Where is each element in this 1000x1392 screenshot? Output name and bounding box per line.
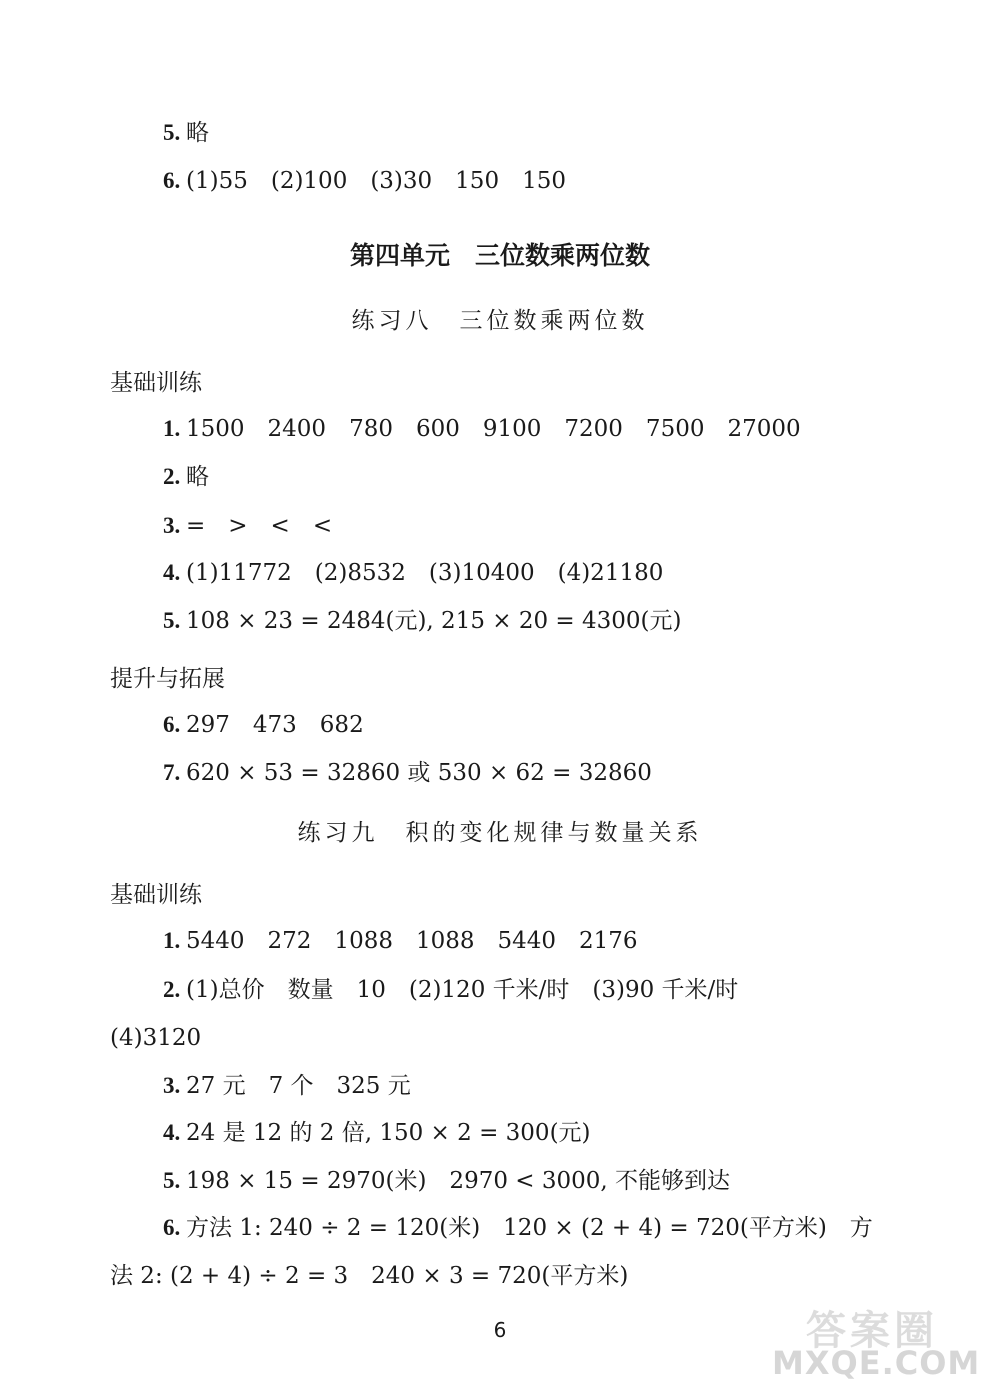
watermark [772, 1304, 981, 1382]
answer-item: 7. 620 × 53 = 32860 或 530 × 62 = 32860 [163, 760, 652, 786]
answer-item: 2. (1)总价 数量 10 (2)120 千米/时 (3)90 千米/时 [163, 977, 739, 1003]
page-number: 6 [493, 1318, 507, 1342]
answer-item: 4. 24 是 12 的 2 倍, 150 × 2 = 300(元) [163, 1120, 591, 1146]
watermark-logo: 答案圈 [806, 1307, 938, 1354]
answer-continuation: 法 2: (2 + 4) ÷ 2 = 3 240 × 3 = 720(平方米) [110, 1263, 629, 1289]
answer-item-6: 6. (1)55 (2)100 (3)30 150 150 [163, 168, 566, 194]
section-heading-basic: 基础训练 [110, 882, 202, 908]
section-heading-extension: 提升与拓展 [110, 666, 225, 692]
answer-item: 5. 108 × 23 = 2484(元), 215 × 20 = 4300(元) [163, 608, 682, 634]
answer-item: 2. 略 [163, 464, 209, 490]
answer-item: 6. 方法 1: 240 ÷ 2 = 120(米) 120 × (2 + 4) = 720(平方米) 方 [163, 1215, 873, 1241]
section-heading-basic: 基础训练 [110, 370, 202, 396]
answer-item: 3. 27 元 7 个 325 元 [163, 1073, 411, 1099]
answer-item-5: 5. 略 [163, 120, 209, 146]
unit-title: 第四单元 三位数乘两位数 [349, 241, 650, 270]
answer-item: 6. 297 473 682 [163, 712, 364, 738]
answer-item: 1. 1500 2400 780 600 9100 7200 7500 27000 [163, 416, 801, 442]
answer-item: 3. = > < < [163, 513, 333, 539]
answer-item: 5. 198 × 15 = 2970(米) 2970 < 3000, 不能够到达 [163, 1168, 731, 1194]
watermark-url: MXQE.COM [772, 1344, 981, 1382]
exercise-8-title: 练习八 三位数乘两位数 [351, 308, 649, 334]
exercise-9-title: 练习九 积的变化规律与数量关系 [297, 820, 703, 846]
answer-item: 1. 5440 272 1088 1088 5440 2176 [163, 928, 638, 954]
answer-continuation: (4)3120 [110, 1025, 202, 1051]
answer-item: 4. (1)11772 (2)8532 (3)10400 (4)21180 [163, 560, 664, 586]
